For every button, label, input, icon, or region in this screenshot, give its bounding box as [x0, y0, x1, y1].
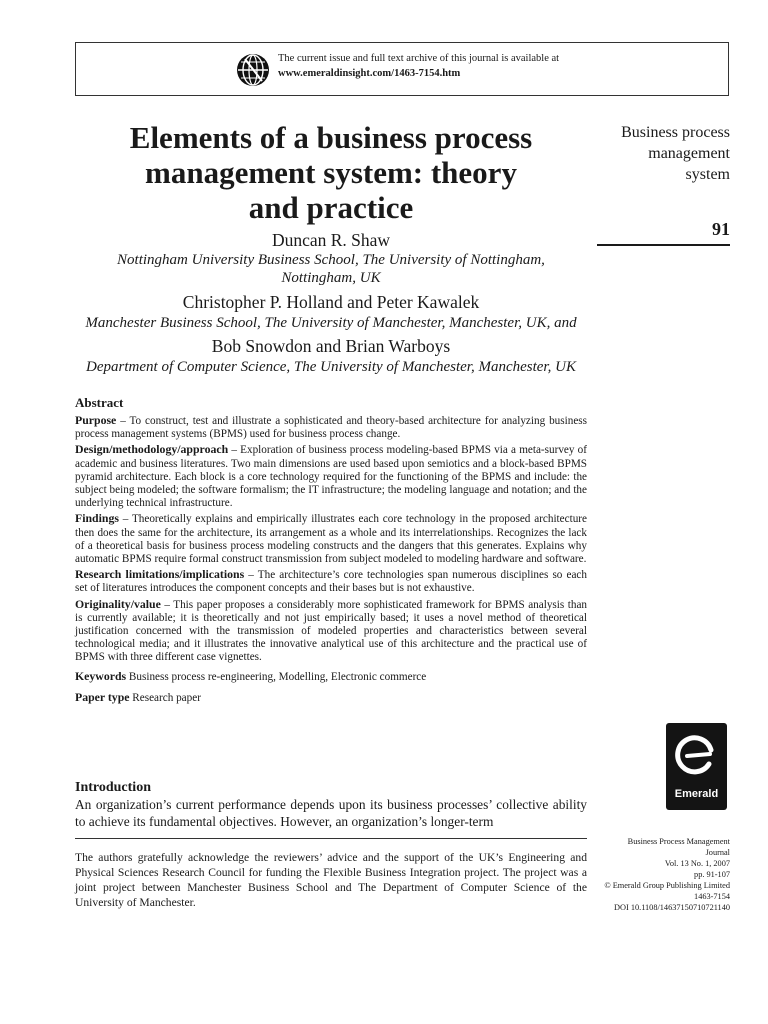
availability-text: The current issue and full text archive of this journal is available at: [278, 53, 560, 64]
section-label: Purpose: [75, 413, 117, 427]
paper-type: [75, 691, 587, 705]
section-label: Findings: [75, 511, 119, 526]
section-text: – This paper proposes a considerably more sophisticated framework for BPMS analysis than is currently available; it is theoretically and not just empirically based; it uses a novel method of theoretical justification concerned with the transmission of modeled properties and characteristics between several technological media; and it illustrates the innovative analytical use of this architecture and the practical use of BPMS with three different case vignettes.: [75, 598, 587, 664]
keywords-text: Business process re-engineering, Modelling, Electronic commerce: [126, 670, 427, 683]
paper-type-label: Paper type: [75, 689, 130, 704]
section-label: Research limitations/implications: [75, 567, 245, 582]
author-name: Bob Snowdon and Brian Warboys: [211, 336, 451, 356]
running-title-line: management: [648, 145, 730, 162]
abstract-design: [75, 443, 587, 510]
author-name: Christopher P. Holland and Peter Kawalek: [182, 292, 480, 312]
title-line-2: management system: theory: [145, 155, 517, 190]
journal-info-line: Business Process Management: [627, 837, 730, 846]
title-line-1: Elements of a business process: [129, 120, 533, 155]
sidebar-divider: [597, 244, 730, 246]
title-line-3: and practice: [248, 190, 414, 225]
abstract-findings: [75, 512, 587, 566]
journal-info-line: DOI 10.1108/14637150710721140: [614, 903, 730, 912]
introduction-text: An organization’s current performance depends upon its business processes’ collective ability to achieve its fundamental objectives. However, an organization’s longer-term: [75, 797, 587, 829]
paper-title: [75, 120, 587, 225]
author-affiliation: Nottingham University Business School, The University of Nottingham,: [117, 252, 545, 268]
author-affiliation: Department of Computer Science, The University of Manchester, Manchester, UK: [86, 359, 576, 375]
journal-info: [590, 836, 730, 913]
abstract-heading: Abstract: [75, 395, 124, 410]
emerald-logo: [666, 723, 727, 810]
journal-url-link[interactable]: www.emeraldinsight.com/1463-7154.htm: [278, 68, 461, 79]
journal-info-line: 1463-7154: [694, 892, 730, 901]
journal-info-line: pp. 91-107: [694, 870, 730, 879]
author-affiliation: Nottingham, UK: [281, 270, 381, 286]
paper-type-text: Research paper: [129, 691, 201, 704]
page-number: 91: [712, 219, 730, 239]
abstract-limitations: [75, 568, 587, 595]
section-label: Originality/value: [75, 596, 161, 611]
abstract: [75, 395, 587, 705]
globe-icon: [236, 53, 270, 87]
journal-info-line: © Emerald Group Publishing Limited: [604, 881, 730, 890]
abstract-purpose: [75, 414, 587, 441]
author-name: Duncan R. Shaw: [271, 230, 391, 250]
emerald-logo-icon: [671, 728, 722, 786]
running-title-line: Business process: [621, 124, 730, 141]
section-text: – Exploration of business process modeling-based BPMS via a meta-survey of academic and business literatures. Two main dimensions are used based upon semiotics and a block-based BPMS pyramid architecture. Each block is a core technology required for the functioning of the BPMS and include: the subject being modeled; the software formalism; the IT infrastructure; the modeling language and notation; and the underlying technical infrastructure.: [75, 444, 587, 510]
emerald-logo-text: Emerald: [674, 788, 719, 800]
keywords: [75, 670, 587, 684]
section-label: Design/methodology/approach: [75, 442, 229, 457]
introduction-heading: Introduction: [75, 780, 151, 795]
section-text: – To construct, test and illustrate a sophisticated and theory-based architecture for analyzing business process management systems (BPMS) used for business process change.: [75, 415, 587, 441]
section-text: – The architecture’s core technologies span numerous disciplines so each set of literatures introduces the component concepts and their bases but is not exhaustive.: [75, 569, 587, 595]
section-text: – Theoretically explains and empirically illustrates each core technology in the proposed architecture then does the same for the architecture, its arrangement as a whole and its interrelationships. Recognizes the lack of a theoretical basis for business process modeling constructs and the dangers that this generates. Explains why automatic BPMS require formal construct transmission from subject modeled to modeling hardware and software.: [75, 513, 587, 566]
journal-info-line: Journal: [705, 848, 730, 857]
keywords-label: Keywords: [75, 668, 127, 683]
author-affiliation: Manchester Business School, The University of Manchester, Manchester, UK, and: [85, 315, 577, 331]
journal-availability-box: [75, 42, 729, 96]
running-title: [590, 122, 730, 185]
abstract-originality: [75, 598, 587, 665]
running-title-line: system: [685, 166, 730, 183]
journal-info-line: Vol. 13 No. 1, 2007: [664, 859, 730, 868]
acknowledgement-footnote: The authors gratefully acknowledge the reviewers’ advice and the support of the UK’s Engineering and Physical Sciences Research Council for funding the Flexible Business Integration project. The project was a joint project between Manchester Business School and The Department of Computer Science of the University of Manchester.: [75, 851, 587, 909]
footnote-divider: [75, 838, 587, 839]
